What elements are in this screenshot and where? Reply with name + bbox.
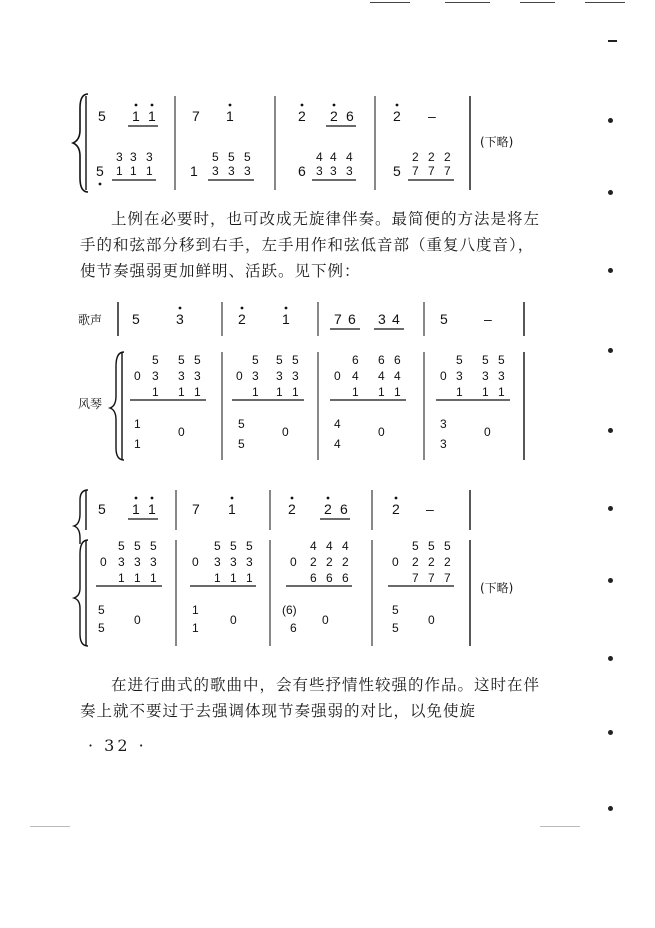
note: 2 (288, 501, 296, 517)
margin-mark (608, 190, 613, 195)
svg-text:6: 6 (310, 571, 317, 585)
accordion-measure-1 (130, 353, 206, 451)
margin-mark (608, 40, 617, 42)
margin-mark (608, 428, 613, 433)
note: 3 (316, 164, 323, 178)
svg-text:1: 1 (214, 571, 221, 585)
margin-mark (608, 268, 613, 273)
svg-text:4: 4 (342, 539, 349, 553)
scan-artifact (540, 826, 580, 827)
svg-text:0: 0 (428, 613, 435, 627)
svg-text:3: 3 (194, 369, 201, 383)
omitted-label: (下略) (480, 135, 514, 149)
accordion-measure-4 (436, 353, 510, 451)
note: 2 (330, 108, 338, 124)
accordion-measure-2 (232, 353, 304, 451)
svg-text:0: 0 (334, 369, 341, 383)
note: 4 (316, 150, 323, 164)
margin-mark (608, 730, 613, 735)
svg-text:6: 6 (342, 571, 349, 585)
note: 1 (190, 163, 198, 179)
svg-text:5: 5 (230, 539, 237, 553)
svg-text:3: 3 (150, 555, 157, 569)
svg-text:3: 3 (214, 555, 221, 569)
accompaniment-measure-4 (388, 539, 454, 635)
note: 6 (340, 501, 348, 517)
top-rule (585, 2, 625, 3)
note: – (484, 311, 492, 327)
accompaniment-measure-1 (96, 539, 162, 635)
note: 3 (228, 164, 235, 178)
svg-text:1: 1 (246, 571, 253, 585)
score-example-2 (0, 296, 600, 466)
svg-text:4: 4 (310, 539, 317, 553)
svg-text:0: 0 (134, 369, 141, 383)
svg-text:3: 3 (152, 369, 159, 383)
svg-text:5: 5 (252, 353, 259, 367)
note: 2 (428, 150, 435, 164)
note: 1 (146, 164, 153, 178)
svg-text:1: 1 (192, 603, 199, 617)
svg-text:0: 0 (230, 613, 237, 627)
score-example-3 (0, 484, 600, 654)
svg-text:1: 1 (292, 385, 299, 399)
svg-text:5: 5 (392, 621, 399, 635)
note: 5 (393, 163, 401, 179)
margin-mark (608, 506, 613, 511)
note: 1 (132, 501, 140, 517)
svg-text:1: 1 (352, 385, 359, 399)
svg-text:3: 3 (440, 417, 447, 431)
svg-text:5: 5 (98, 603, 105, 617)
svg-text:0: 0 (192, 555, 199, 569)
svg-text:0: 0 (392, 555, 399, 569)
margin-mark (608, 656, 613, 661)
note: – (426, 501, 434, 517)
note: 1 (148, 108, 156, 124)
note: 3 (130, 150, 137, 164)
svg-text:5: 5 (392, 603, 399, 617)
note: 2 (238, 311, 246, 327)
svg-text:5: 5 (238, 437, 245, 451)
scan-artifact (30, 826, 70, 827)
note: 3 (146, 150, 153, 164)
svg-text:5: 5 (178, 353, 185, 367)
note: 6 (346, 108, 354, 124)
svg-text:0: 0 (236, 369, 243, 383)
margin-mark (608, 806, 613, 811)
note: 2 (324, 501, 332, 517)
note: 7 (192, 108, 200, 124)
svg-text:5: 5 (444, 539, 451, 553)
svg-text:1: 1 (498, 385, 505, 399)
svg-text:7: 7 (412, 571, 419, 585)
svg-text:0: 0 (484, 425, 491, 439)
body-paragraph: 上例在必要时，也可改成无旋律伴奏。最简便的方法是将左手的和弦部分移到右手，左手用作和弦低音部（重复八度音），使节奏强弱更加鲜明、活跃。见下例： (80, 210, 541, 280)
svg-text:6: 6 (290, 621, 297, 635)
svg-text:2: 2 (412, 555, 419, 569)
top-rule (520, 2, 555, 3)
note: 7 (192, 501, 200, 517)
note: 7 (334, 311, 342, 327)
svg-text:4: 4 (352, 369, 359, 383)
svg-text:2: 2 (428, 555, 435, 569)
note: 1 (116, 164, 123, 178)
svg-text:5: 5 (456, 353, 463, 367)
note: 4 (346, 150, 353, 164)
svg-text:4: 4 (334, 417, 341, 431)
svg-text:1: 1 (456, 385, 463, 399)
svg-text:1: 1 (152, 385, 159, 399)
svg-text:2: 2 (444, 555, 451, 569)
note: 6 (348, 311, 356, 327)
svg-text:7: 7 (428, 571, 435, 585)
svg-text:5: 5 (412, 539, 419, 553)
svg-text:1: 1 (378, 385, 385, 399)
note: 2 (392, 501, 400, 517)
note: 1 (148, 501, 156, 517)
page-number: · 32 · (88, 736, 147, 755)
score-example-1 (0, 88, 600, 198)
note: 2 (393, 108, 401, 124)
voice-label: 歌声 (78, 313, 103, 327)
svg-text:5: 5 (428, 539, 435, 553)
svg-text:0: 0 (322, 613, 329, 627)
svg-text:3: 3 (134, 555, 141, 569)
svg-text:(6): (6) (282, 603, 297, 617)
svg-text:1: 1 (252, 385, 259, 399)
svg-text:5: 5 (482, 353, 489, 367)
svg-text:6: 6 (394, 353, 401, 367)
margin-mark (608, 348, 613, 353)
svg-text:3: 3 (456, 369, 463, 383)
svg-text:6: 6 (352, 353, 359, 367)
svg-text:5: 5 (150, 539, 157, 553)
svg-text:0: 0 (282, 425, 289, 439)
svg-text:0: 0 (178, 425, 185, 439)
svg-text:1: 1 (230, 571, 237, 585)
svg-text:1: 1 (394, 385, 401, 399)
note: 5 (98, 108, 106, 124)
note: 7 (412, 164, 419, 178)
omitted-label: (下略) (480, 581, 514, 595)
svg-text:0: 0 (134, 613, 141, 627)
svg-text:6: 6 (378, 353, 385, 367)
svg-text:3: 3 (246, 555, 253, 569)
svg-text:5: 5 (98, 621, 105, 635)
svg-text:5: 5 (238, 417, 245, 431)
svg-text:1: 1 (134, 437, 141, 451)
accordion-label: 风琴 (78, 397, 103, 411)
svg-text:3: 3 (276, 369, 283, 383)
svg-text:1: 1 (192, 621, 199, 635)
note: 2 (444, 150, 451, 164)
svg-text:1: 1 (194, 385, 201, 399)
note: 4 (392, 311, 400, 327)
svg-text:2: 2 (310, 555, 317, 569)
note: 7 (428, 164, 435, 178)
note: 1 (130, 164, 137, 178)
svg-text:5: 5 (292, 353, 299, 367)
svg-text:0: 0 (290, 555, 297, 569)
top-rule (445, 2, 490, 3)
note: 1 (228, 501, 236, 517)
note: 5 (228, 150, 235, 164)
note: – (428, 108, 436, 124)
svg-text:3: 3 (482, 369, 489, 383)
svg-text:2: 2 (326, 555, 333, 569)
svg-text:5: 5 (246, 539, 253, 553)
note: 1 (282, 311, 290, 327)
note: 7 (444, 164, 451, 178)
svg-text:4: 4 (378, 369, 385, 383)
note: 5 (132, 311, 140, 327)
svg-text:4: 4 (334, 437, 341, 451)
svg-text:3: 3 (292, 369, 299, 383)
svg-text:7: 7 (444, 571, 451, 585)
svg-text:6: 6 (326, 571, 333, 585)
top-rule (370, 2, 410, 3)
note: 3 (330, 164, 337, 178)
svg-text:1: 1 (150, 571, 157, 585)
note: 2 (298, 108, 306, 124)
body-paragraph: 在进行曲式的歌曲中，会有些抒情性较强的作品。这时在伴奏上就不要过于去强调体现节奏强弱的对比，以免使旋 (80, 676, 541, 720)
note: 3 (116, 150, 123, 164)
svg-text:3: 3 (498, 369, 505, 383)
note: 5 (440, 311, 448, 327)
svg-text:5: 5 (118, 539, 125, 553)
svg-text:3: 3 (178, 369, 185, 383)
svg-text:2: 2 (342, 555, 349, 569)
note: 3 (212, 164, 219, 178)
svg-text:1: 1 (482, 385, 489, 399)
svg-text:0: 0 (440, 369, 447, 383)
note: 4 (330, 150, 337, 164)
svg-text:3: 3 (440, 437, 447, 451)
note: 1 (226, 108, 234, 124)
svg-text:5: 5 (152, 353, 159, 367)
accordion-measure-3 (330, 353, 406, 451)
note: 3 (244, 164, 251, 178)
margin-mark (608, 118, 613, 123)
svg-text:0: 0 (378, 425, 385, 439)
accompaniment-measure-2 (190, 539, 256, 635)
margin-mark (608, 578, 613, 583)
svg-text:0: 0 (100, 555, 107, 569)
svg-text:1: 1 (134, 417, 141, 431)
svg-text:5: 5 (134, 539, 141, 553)
svg-text:5: 5 (498, 353, 505, 367)
svg-text:1: 1 (276, 385, 283, 399)
svg-text:5: 5 (276, 353, 283, 367)
note: 2 (412, 150, 419, 164)
svg-text:5: 5 (194, 353, 201, 367)
note: 5 (96, 163, 104, 179)
svg-text:4: 4 (394, 369, 401, 383)
svg-text:3: 3 (252, 369, 259, 383)
svg-text:1: 1 (134, 571, 141, 585)
svg-text:3: 3 (118, 555, 125, 569)
note: 5 (212, 150, 219, 164)
svg-text:1: 1 (118, 571, 125, 585)
note: 5 (244, 150, 251, 164)
note: 3 (378, 311, 386, 327)
svg-text:5: 5 (214, 539, 221, 553)
svg-text:4: 4 (326, 539, 333, 553)
svg-text:1: 1 (178, 385, 185, 399)
note: 1 (132, 108, 140, 124)
note: 3 (346, 164, 353, 178)
svg-text:3: 3 (230, 555, 237, 569)
note: 5 (98, 501, 106, 517)
accompaniment-measure-3 (282, 539, 352, 635)
note: 3 (176, 311, 184, 327)
note: 6 (298, 163, 306, 179)
